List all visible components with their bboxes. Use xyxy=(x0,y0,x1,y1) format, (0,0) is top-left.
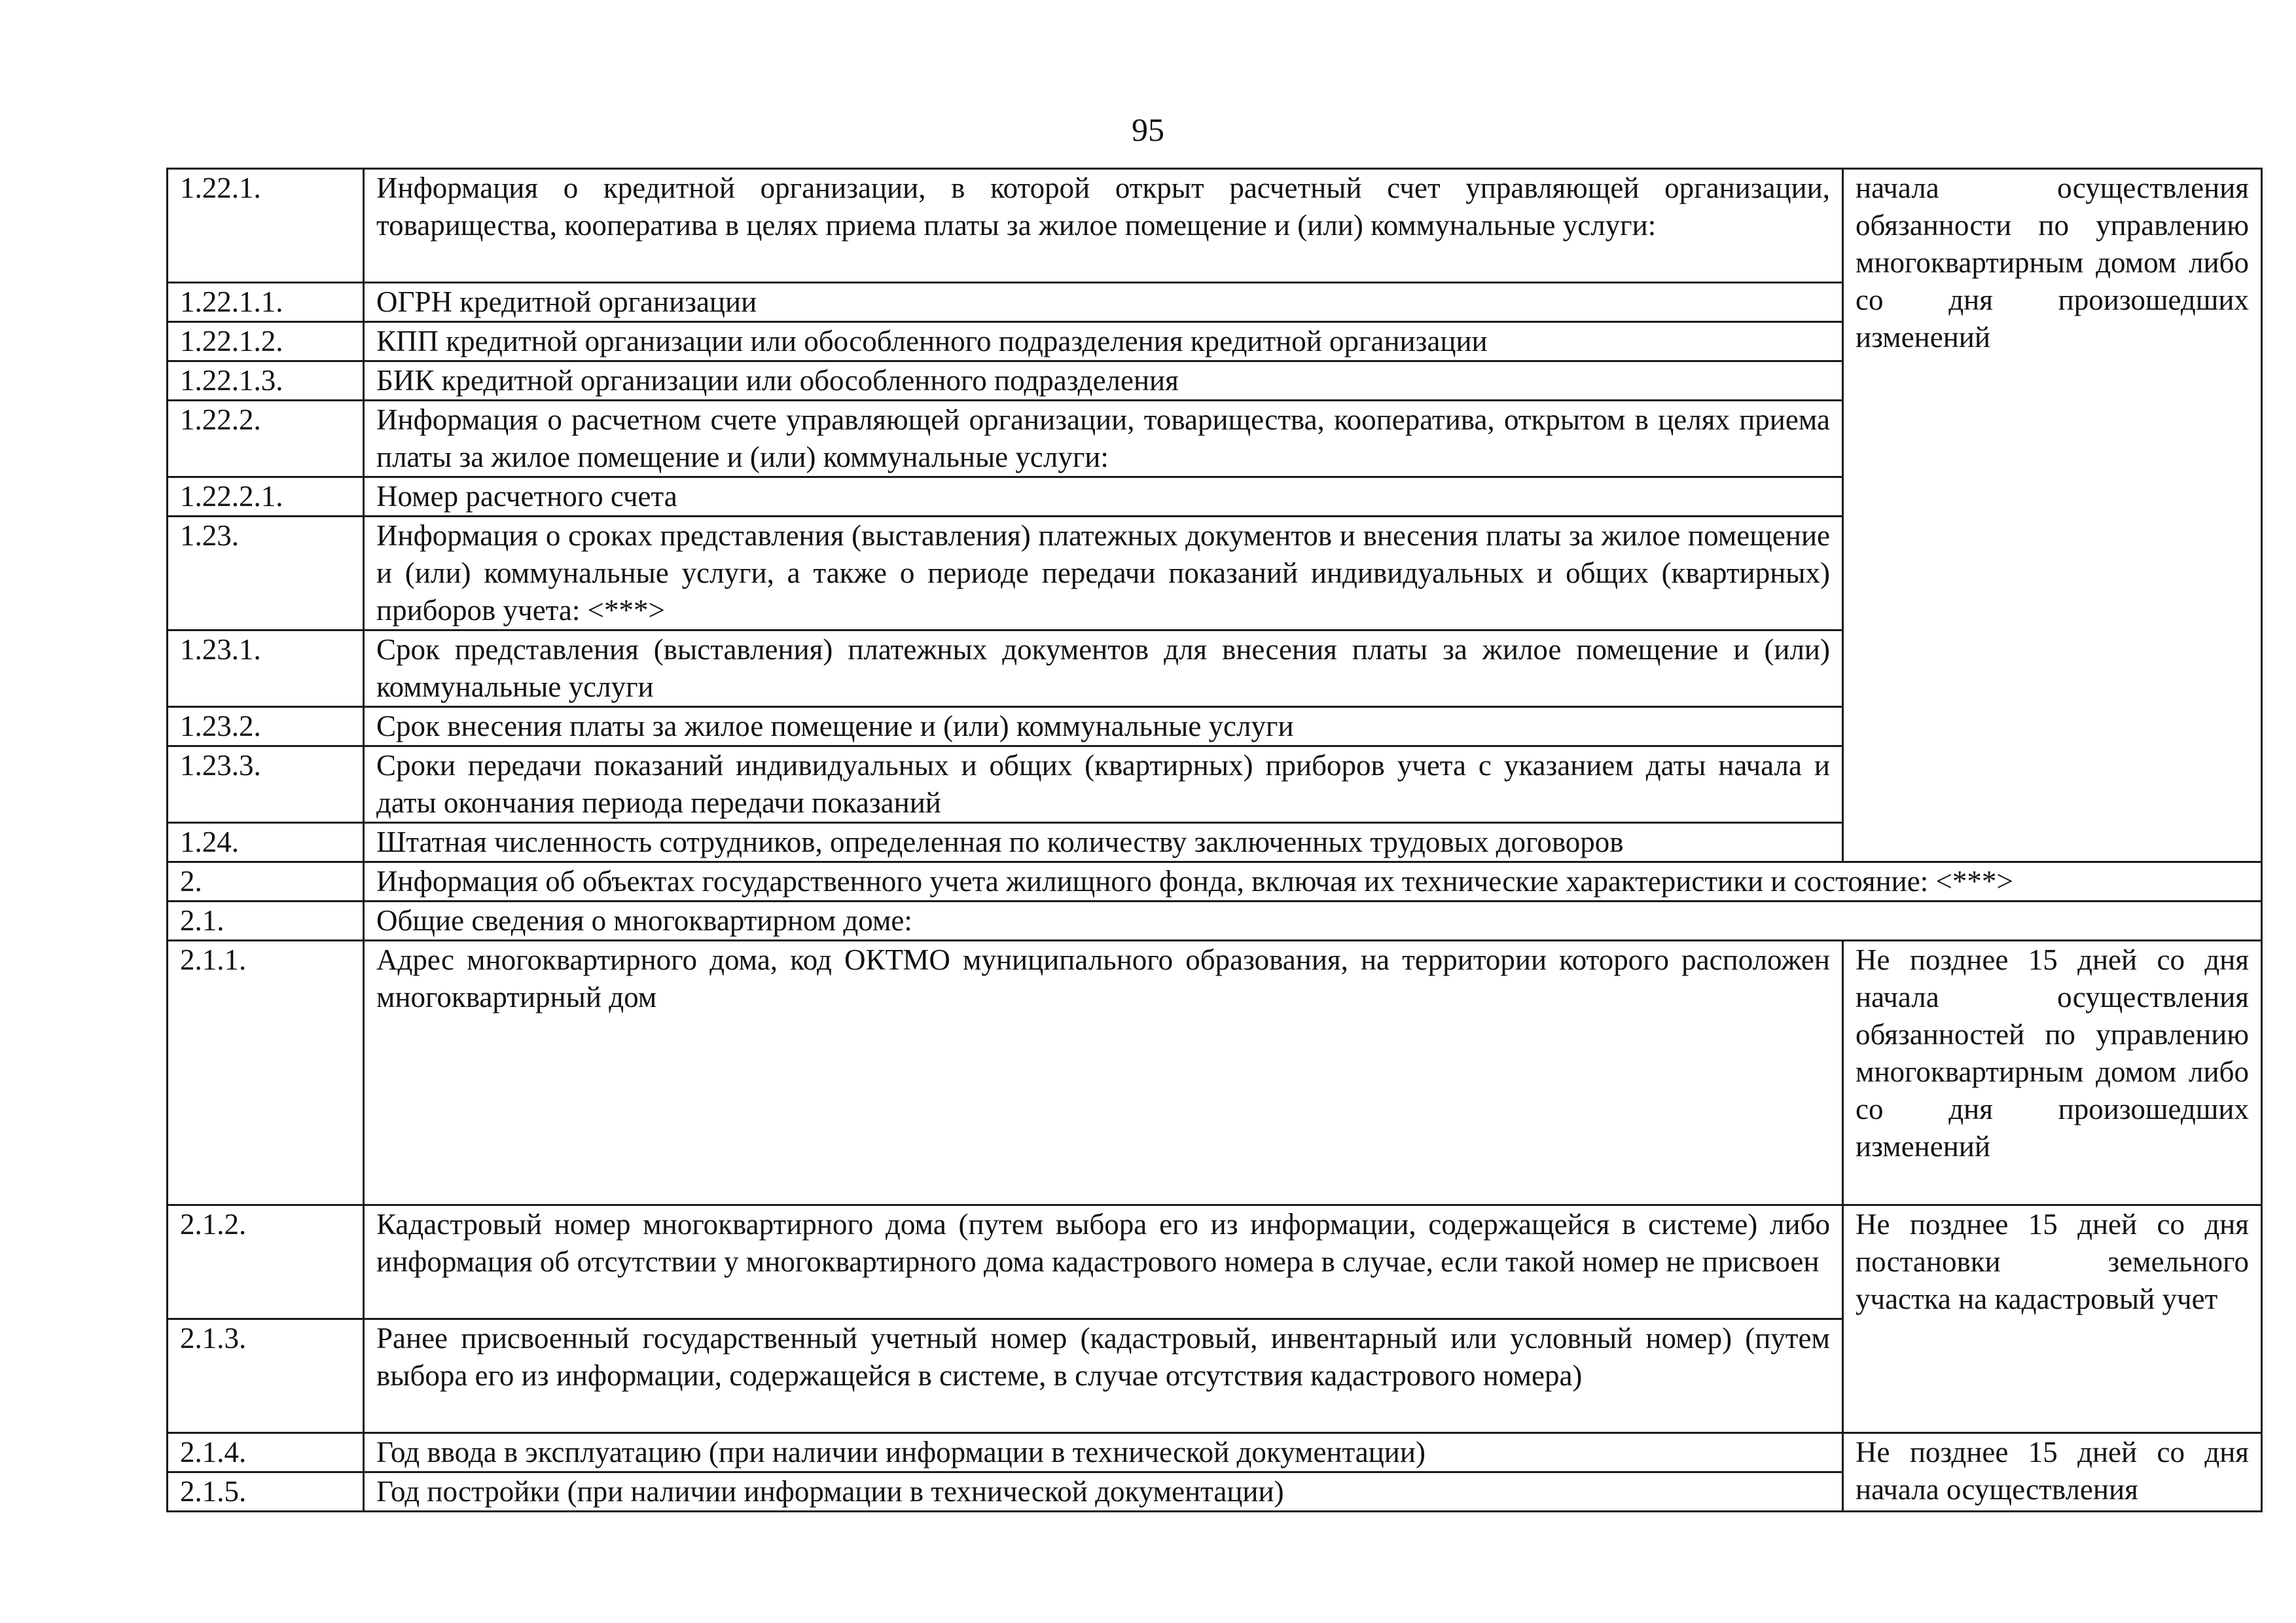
row-number: 2.1.1. xyxy=(168,941,364,1205)
row-number: 2. xyxy=(168,862,364,902)
row-number: 2.1.3. xyxy=(168,1319,364,1433)
row-description: Срок внесения платы за жилое помещение и (или) коммунальные услуги xyxy=(364,707,1843,746)
section-heading: Информация об объектах государственного учета жилищного фонда, включая их технические характеристики и состояние: <***> xyxy=(364,862,2262,902)
row-description: Информация о кредитной организации, в которой открыт расчетный счет управляющей организации, товарищества, кооператива в целях приема платы за жилое помещение и (или) коммунальные услуги: xyxy=(364,169,1843,283)
row-number: 1.22.1. xyxy=(168,169,364,283)
row-description: Срок представления (выставления) платежных документов для внесения платы за жилое помещение и (или) коммунальные услуги xyxy=(364,630,1843,707)
table-row xyxy=(168,862,2262,902)
row-description: Номер расчетного счета xyxy=(364,477,1843,517)
row-number: 1.24. xyxy=(168,823,364,862)
section-heading: Общие сведения о многоквартирном доме: xyxy=(364,902,2262,941)
row-number: 1.23.3. xyxy=(168,746,364,823)
deadline-cell: Не позднее 15 дней со дня начала осуществления обязанностей по управлению многоквартирным домом либо со дня произошедших изменений xyxy=(1843,941,2262,1205)
table-row xyxy=(168,1205,2262,1319)
row-number: 2.1.2. xyxy=(168,1205,364,1319)
deadline-cell: Не позднее 15 дней со дня начала осуществления xyxy=(1843,1433,2262,1512)
table-row xyxy=(168,169,2262,283)
row-number: 2.1.5. xyxy=(168,1472,364,1512)
row-description: Штатная численность сотрудников, определенная по количеству заключенных трудовых договоров xyxy=(364,823,1843,862)
row-description: КПП кредитной организации или обособленного подразделения кредитной организации xyxy=(364,322,1843,361)
row-number: 1.22.1.3. xyxy=(168,361,364,401)
row-number: 2.1. xyxy=(168,902,364,941)
row-number: 1.23. xyxy=(168,517,364,630)
row-description: Ранее присвоенный государственный учетный номер (кадастровый, инвентарный или условный номер) (путем выбора его из информации, содержащейся в системе, в случае отсутствия кадастрового номера) xyxy=(364,1319,1843,1433)
page-number: 95 xyxy=(1132,111,1164,148)
table-row xyxy=(168,941,2262,1205)
row-description: БИК кредитной организации или обособленного подразделения xyxy=(364,361,1843,401)
row-number: 2.1.4. xyxy=(168,1433,364,1472)
requirements-table xyxy=(166,168,2263,1512)
deadline-cell: Не позднее 15 дней со дня постановки земельного участка на кадастровый учет xyxy=(1843,1205,2262,1433)
row-description: Кадастровый номер многоквартирного дома (путем выбора его из информации, содержащейся в системе) либо информация об отсутствии у многоквартирного дома кадастрового номера в случае, если такой номер не присвоен xyxy=(364,1205,1843,1319)
row-description: Адрес многоквартирного дома, код ОКТМО муниципального образования, на территории которого расположен многоквартирный дом xyxy=(364,941,1843,1205)
table-row xyxy=(168,902,2262,941)
row-description: Информация о расчетном счете управляющей организации, товарищества, кооператива, открытом в целях приема платы за жилое помещение и (или) коммунальные услуги: xyxy=(364,401,1843,477)
row-number: 1.22.2. xyxy=(168,401,364,477)
row-description: Информация о сроках представления (выставления) платежных документов и внесения платы за жилое помещение и (или) коммунальные услуги, а также о периоде передачи показаний индивидуальных и общих (квартирных) приборов учета: <***> xyxy=(364,517,1843,630)
row-description: Год постройки (при наличии информации в технической документации) xyxy=(364,1472,1843,1512)
row-number: 1.23.2. xyxy=(168,707,364,746)
deadline-cell: начала осуществления обязанности по управлению многоквартирным домом либо со дня произошедших изменений xyxy=(1843,169,2262,862)
row-number: 1.22.2.1. xyxy=(168,477,364,517)
row-number: 1.23.1. xyxy=(168,630,364,707)
row-description: Год ввода в эксплуатацию (при наличии информации в технической документации) xyxy=(364,1433,1843,1472)
row-description: Сроки передачи показаний индивидуальных и общих (квартирных) приборов учета с указанием даты начала и даты окончания периода передачи показаний xyxy=(364,746,1843,823)
row-number: 1.22.1.1. xyxy=(168,283,364,322)
row-description: ОГРН кредитной организации xyxy=(364,283,1843,322)
table-row xyxy=(168,1433,2262,1472)
row-number: 1.22.1.2. xyxy=(168,322,364,361)
